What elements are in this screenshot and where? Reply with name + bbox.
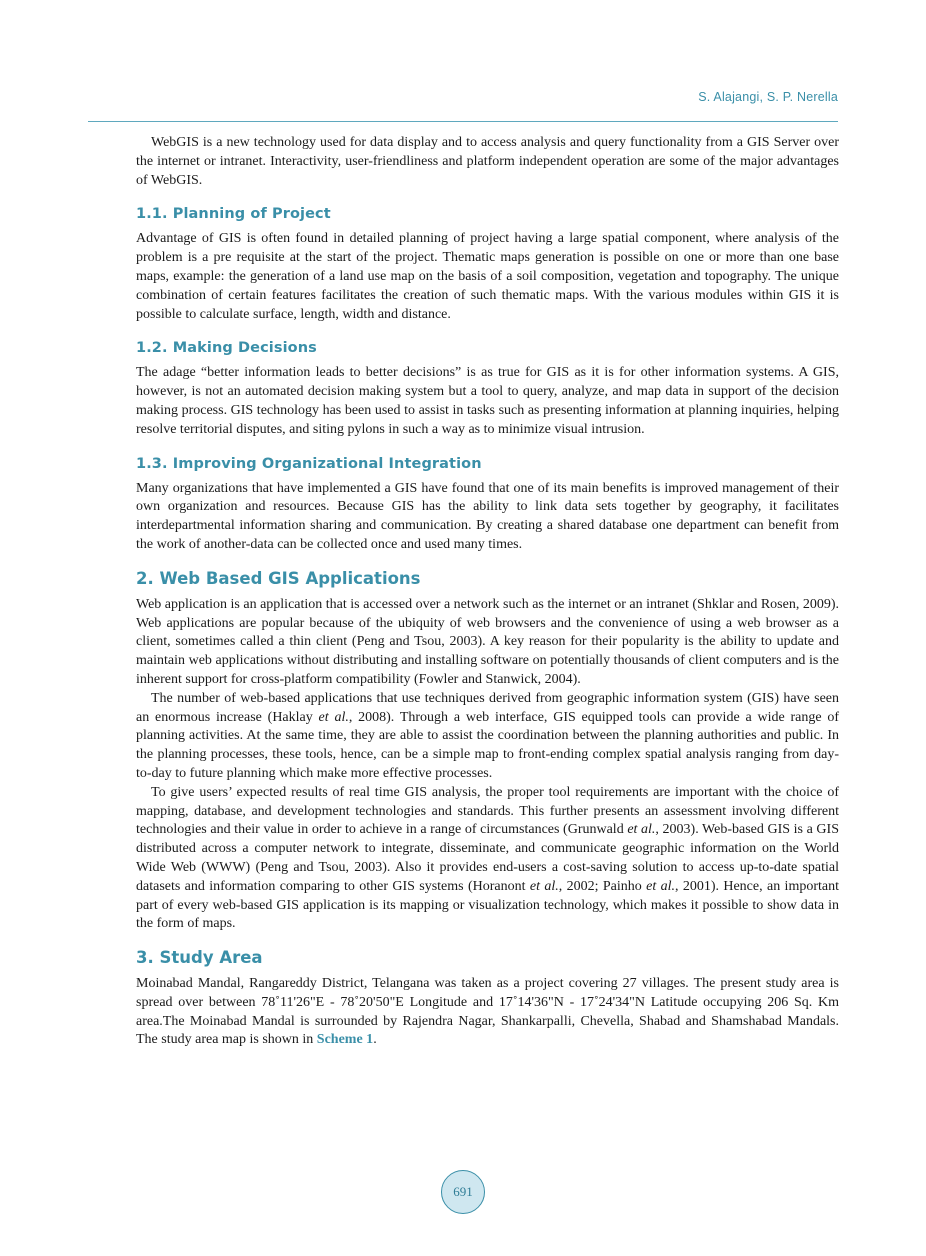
section-2-paragraph-2: The number of web-based applications that use techniques derived from geographic information system (GIS) have seen an enormous increase (Haklay et al., 2008). Through a web interface, GIS equipped tools can provide a wide range of planning activities. At the same time, they are able to assist the coordination between the planning authorities and public. In the planning processes, these tools, hence, can be a simple map to front-ending complex spatial analysis ranging from day-to-day to future planning which make more effective processes. (136, 690, 840, 781)
intro-paragraph: WebGIS is a new technology used for data display and to access analysis and query functionality from a GIS Server over the internet or intranet. Interactivity, user-friendliness and platform independent operation are some of the major advantages of WebGIS. (136, 135, 839, 188)
section-heading-2: 2. Web Based GIS Applications (136, 568, 421, 588)
article-body (136, 134, 839, 1050)
section-1-1-paragraph: Advantage of GIS is often found in detailed planning of project having a large spatial component, where analysis of the problem is a pre requisite at the start of the project. Thematic maps generation is possible on one or more than one base maps, example: the generation of a land use map on the basis of a soil composition, vegetation and topography. The unique combination of certain features facilitates the creation of such thematic maps. With the various modules within GIS it is possible to calculate surface, length, width and distance. (136, 231, 839, 322)
section-2-paragraph-3: To give users’ expected results of real time GIS analysis, the proper tool requirements are important with the choice of mapping, database, and development technologies and standards. This further presents an assessment involving different technologies and their value in order to achieve in a range of circumstances (Grunwald et al., 2003). Web-based GIS is a GIS distributed across a computer network to integrate, disseminate, and communicate geographic information on the World Wide Web (WWW) (Peng and Tsou, 2003). Also it provides end-users a cost-saving solution to access up-to-date spatial datasets and information comparing to other GIS systems (Horanont et al., 2002; Painho et al., 2001). Hence, an important part of every web-based GIS application is its mapping or visualization technology, which makes it possible to show data in the form of maps. (136, 784, 839, 932)
section-heading-1-2: 1.2. Making Decisions (136, 340, 317, 357)
section-heading-1-3: 1.3. Improving Organizational Integration (136, 455, 482, 472)
header-divider (88, 121, 838, 122)
section-heading-3: 3. Study Area (136, 948, 263, 968)
section-heading-1-1: 1.1. Planning of Project (136, 206, 331, 223)
running-header-authors: S. Alajangi, S. P. Nerella (698, 90, 838, 104)
section-2-paragraph-1: Web application is an application that is accessed over a network such as the internet or an intranet (Shklar and Rosen, 2009). Web applications are popular because of the ubiquity of web browsers and the convenience of using a web browser as a client, sometimes called a thin client (Peng and Tsou, 2003). A key reason for their popularity is the ability to update and maintain web applications without distributing and installing software on potentially thousands of client computers and is the inherent support for cross-platform compatibility (Fowler and Stanwick, 2004). (136, 596, 839, 687)
section-1-2-paragraph: The adage “better information leads to better decisions” is as true for GIS as it is for other information systems. A GIS, however, is not an automated decision making system but a tool to query, analyze, and map data in support of the decision making process. GIS technology has been used to assist in tasks such as presenting information at planning inquiries, helping resolve territorial disputes, and siting pylons in such a way as to minimize visual intrusion. (136, 365, 839, 437)
page-number-badge: 691 (441, 1170, 485, 1214)
section-1-3-paragraph: Many organizations that have implemented a GIS have found that one of its main benefits is improved management of their own organization and resources. Because GIS has the ability to link data sets together by geography, it facilitates interdepartmental information sharing and communication. By creating a shared database one department can benefit from the work of another-data can be collected once and used many times. (136, 480, 839, 552)
section-3-paragraph: Moinabad Mandal, Rangareddy District, Telangana was taken as a project covering 27 villages. The present study area is spread over between 78˚11'26"E - 78˚20'50"E Longitude and 17˚14'36"N - 17˚24'34"N Latitude occupying 206 Sq. Km area.The Moinabad Mandal is surrounded by Rajendra Nagar, Shankarpalli, Chevella, Shabad and Shamshabad Mandals. The study area map is shown in Scheme 1. (136, 976, 839, 1048)
scheme-1-link[interactable]: Scheme 1 (316, 1032, 374, 1048)
